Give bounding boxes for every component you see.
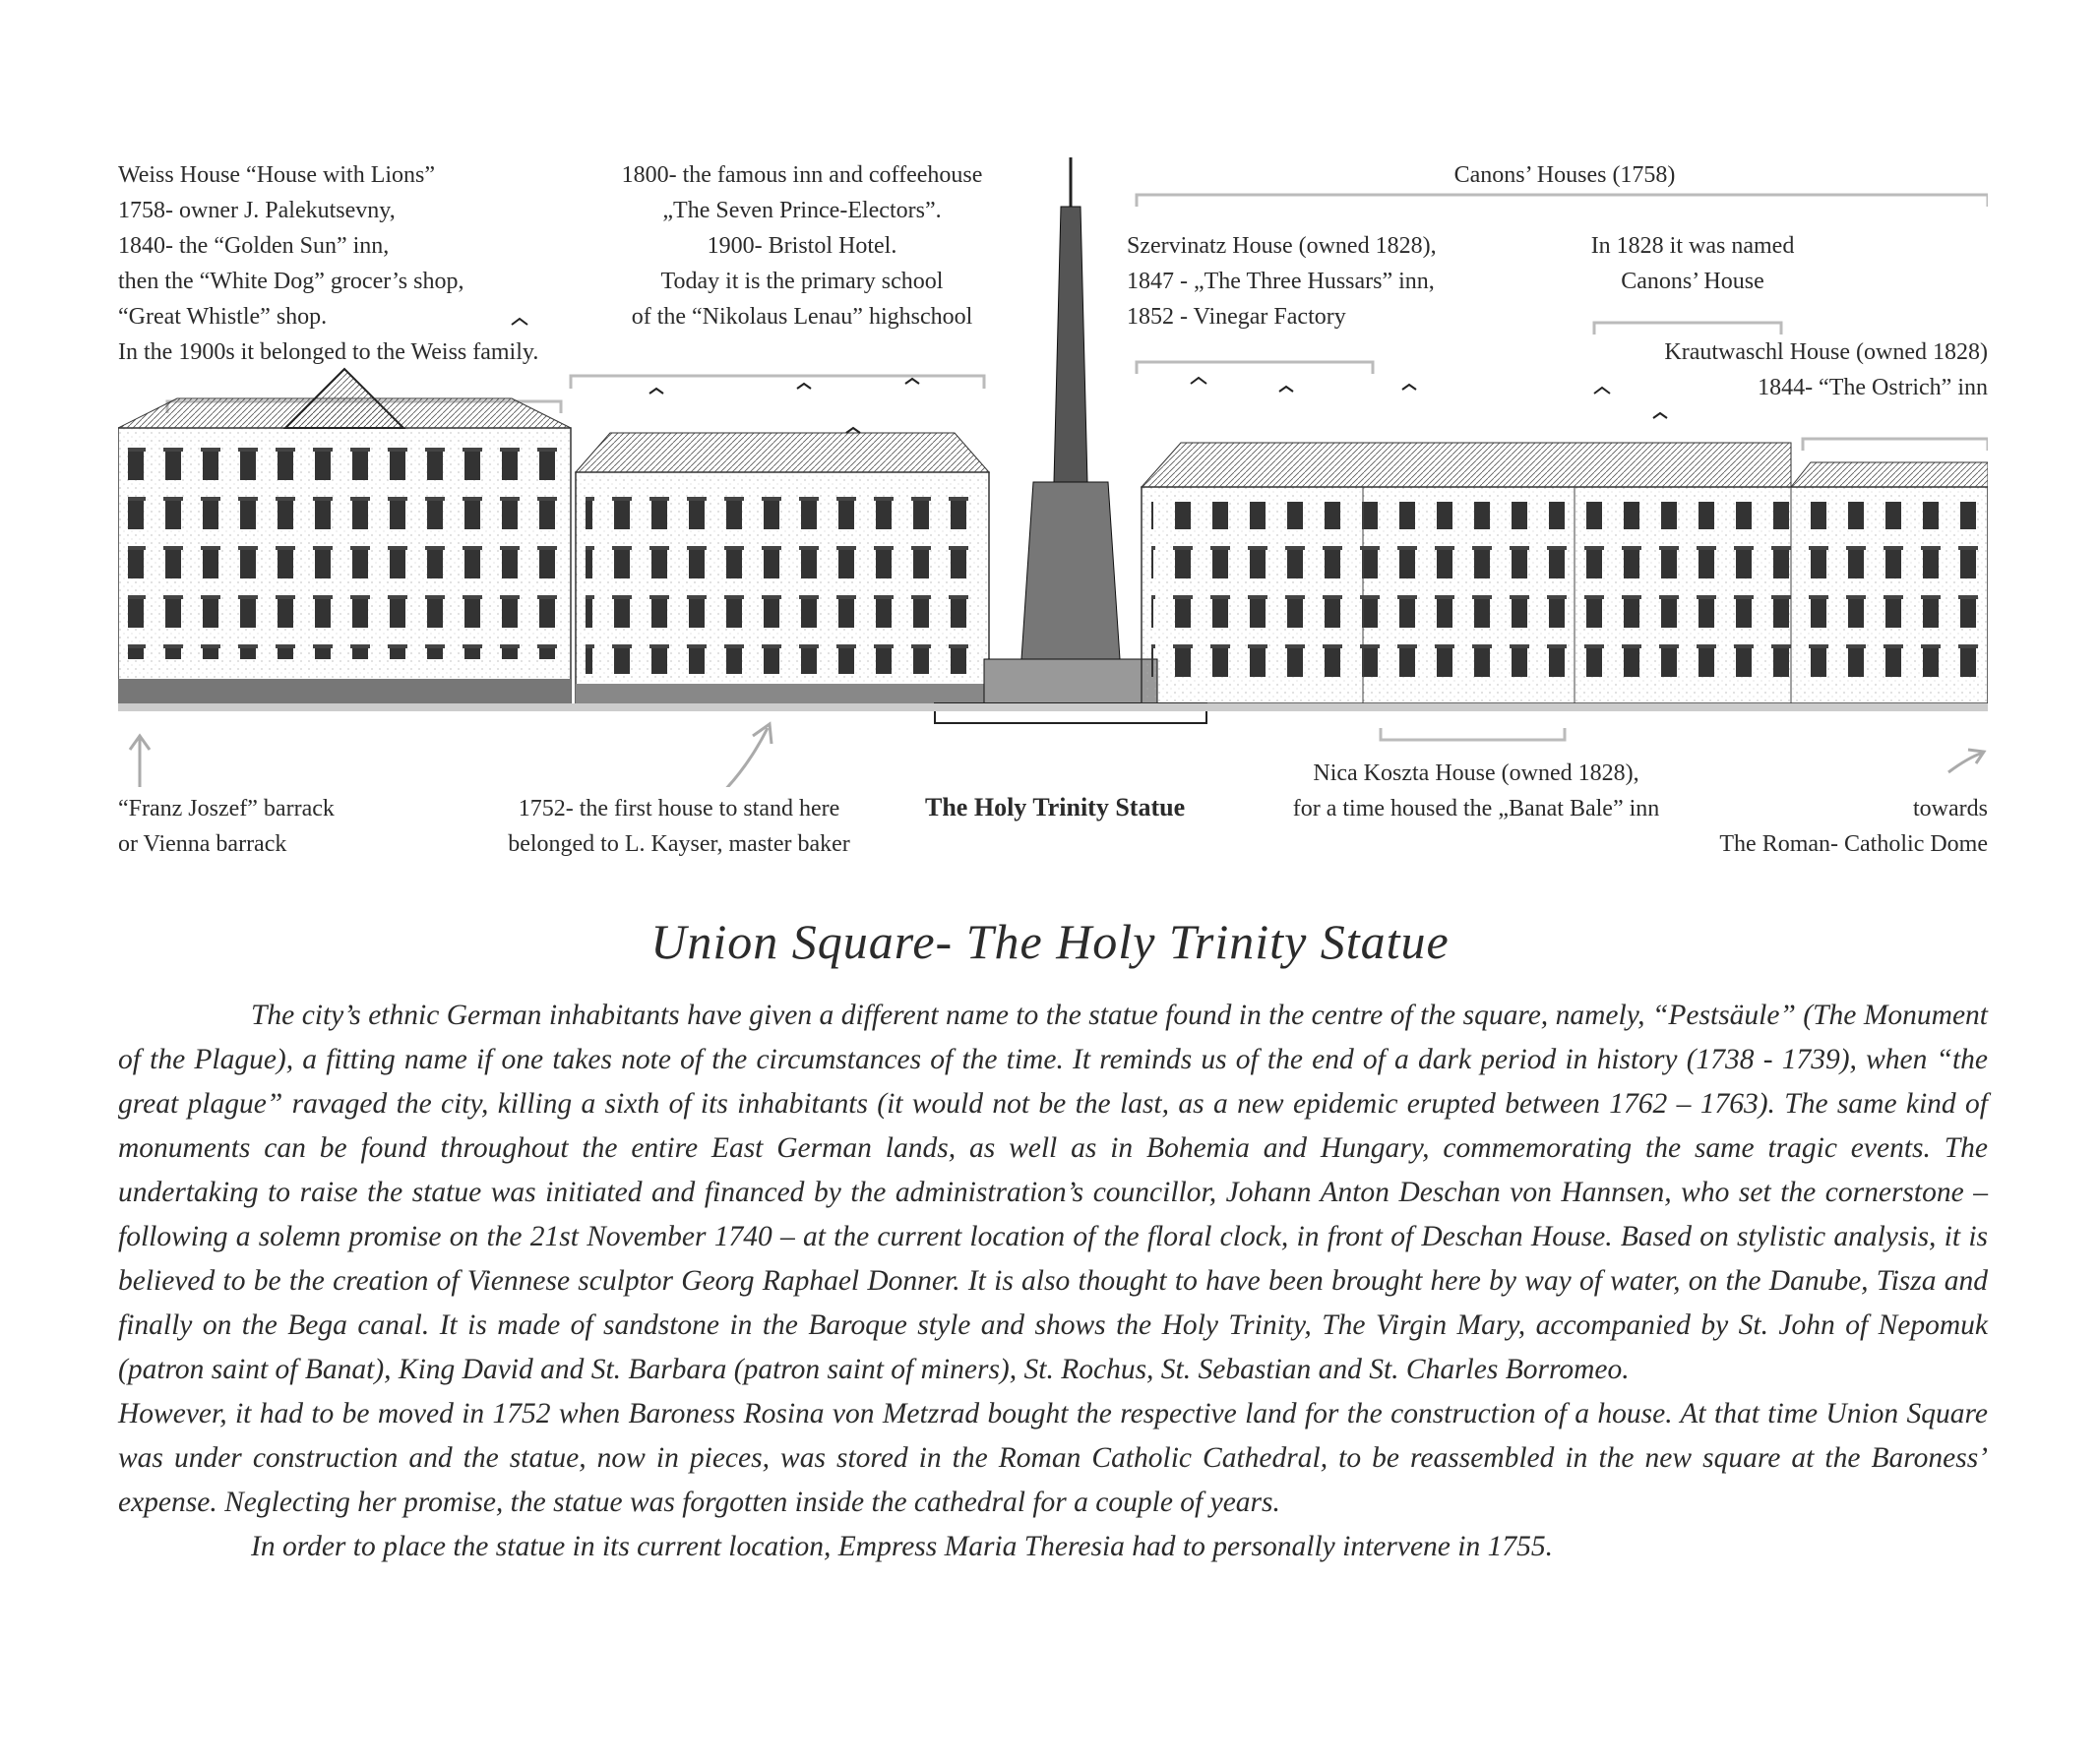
nica-line-2: for a time housed the „Banat Bale” inn xyxy=(1292,796,1660,821)
paragraph-1: The city’s ethnic German inhabitants have given a different name to the statue found in the centre of the square, namely, “Pestsäule” (The Monument of the Plague), a fitting name if one takes note of the circumstances of the time. It reminds us of the end of a dark period in history (1738 - 1739), when “the great plague” ravaged the city, killing a sixth of its inhabitants (it would not be the last, as a new epidemic erupted between 1762 – 1763). The same kind of monuments can be found throughout the entire East German lands, as well as in Bohemia and Hungary, commemorating the same tragic events. The undertaking to raise the statue was initiated and financed by the administration’s councillor, Johann Anton Deschan von Hannsen, who set the cornerstone – following a solemn promise on the 21st November 1740 – at the current location of the floral clock, in front of Deschan House. Based on stylistic analysis, it is believed to be the creation of Viennese sculptor Georg Raphael Donner. It is also thought to have been brought here by way of water, on the Danube, Tisza and finally on the Bega canal. It is made of sandstone in the Baroque style and shows the Holy Trinity, The Virgin Mary, accompanied by St. John of Nepomuk (patron saint of Banat), King David and St. Barbara (patron saint of miners), St. Rochus, St. Sebastian and St. Charles Borromeo. xyxy=(118,1000,1988,1385)
inn-line-5: of the “Nikolaus Lenau” highschool xyxy=(631,304,973,330)
szervinatz-line-3: 1852 - Vinegar Factory xyxy=(1127,304,1346,330)
krautwaschl-label xyxy=(1575,334,1988,405)
barrack-label xyxy=(118,791,335,862)
weiss-line-4: then the “White Dog” grocer’s shop, xyxy=(118,269,464,294)
inn-line-2: „The Seven Prince-Electors”. xyxy=(662,198,942,223)
canons-houses-drawing xyxy=(1142,443,1988,703)
canons-title-text: Canons’ Houses (1758) xyxy=(1453,162,1676,188)
seven-prince-electors-drawing xyxy=(576,433,989,703)
statue-label xyxy=(925,790,1185,825)
first-house-line-1: 1752- the first house to stand here xyxy=(518,796,840,821)
dome-line-1: towards xyxy=(1913,796,1988,821)
page-title: Union Square- The Holy Trinity Statue xyxy=(650,914,1450,969)
weiss-line-2: 1758- owner J. Palekutsevny, xyxy=(118,198,396,223)
inn-label xyxy=(571,157,1033,334)
statue-label-text: The Holy Trinity Statue xyxy=(925,793,1186,821)
inn-line-3: 1900- Bristol Hotel. xyxy=(707,233,897,259)
dome-label xyxy=(1575,791,1988,862)
dome-line-2: The Roman- Catholic Dome xyxy=(1719,831,1988,857)
krautwaschl-line-2: 1844- “The Ostrich” inn xyxy=(1758,375,1988,400)
weiss-line-1: Weiss House “House with Lions” xyxy=(118,162,436,188)
canons-named-line-1: In 1828 it was named xyxy=(1590,233,1795,259)
barrack-line-2: or Vienna barrack xyxy=(118,831,287,857)
paragraph-3: In order to place the statue in its current location, Empress Maria Theresia had to personally intervene in 1755. xyxy=(251,1531,1553,1562)
szervinatz-label xyxy=(1127,228,1437,334)
weiss-line-6: In the 1900s it belonged to the Weiss family. xyxy=(118,339,539,365)
szervinatz-line-1: Szervinatz House (owned 1828), xyxy=(1127,233,1437,259)
canons-named-label xyxy=(1555,228,1830,299)
barrack-line-1: “Franz Joszef” barrack xyxy=(118,796,335,821)
nica-line-1: Nica Koszta House (owned 1828), xyxy=(1313,760,1639,786)
paragraph-2: However, it had to be moved in 1752 when Baroness Rosina von Metzrad bought the respective land for the construction of a house. At that time Union Square was under construction and the statue, now in pieces, was stored in the Roman Catholic Cathedral, to be reassembled in the new square at the Baroness’ expense. Neglecting her promise, the statue was forgotten inside the cathedral for a couple of years. xyxy=(118,1398,1988,1518)
weiss-line-5: “Great Whistle” shop. xyxy=(118,304,328,330)
weiss-house-label xyxy=(118,157,538,370)
szervinatz-line-2: 1847 - „The Three Hussars” inn, xyxy=(1127,269,1435,294)
canons-named-line-2: Canons’ House xyxy=(1621,269,1764,294)
canons-houses-title xyxy=(1378,157,1752,193)
inn-line-4: Today it is the primary school xyxy=(660,269,944,294)
first-house-label xyxy=(463,791,896,862)
weiss-house-drawing xyxy=(118,369,571,703)
ground-line xyxy=(118,703,1988,711)
weiss-line-3: 1840- the “Golden Sun” inn, xyxy=(118,233,390,259)
article-body xyxy=(118,994,1988,1569)
first-house-line-2: belonged to L. Kayser, master baker xyxy=(508,831,850,857)
inn-line-1: 1800- the famous inn and coffeehouse xyxy=(621,162,983,188)
krautwaschl-line-1: Krautwaschl House (owned 1828) xyxy=(1664,339,1988,365)
